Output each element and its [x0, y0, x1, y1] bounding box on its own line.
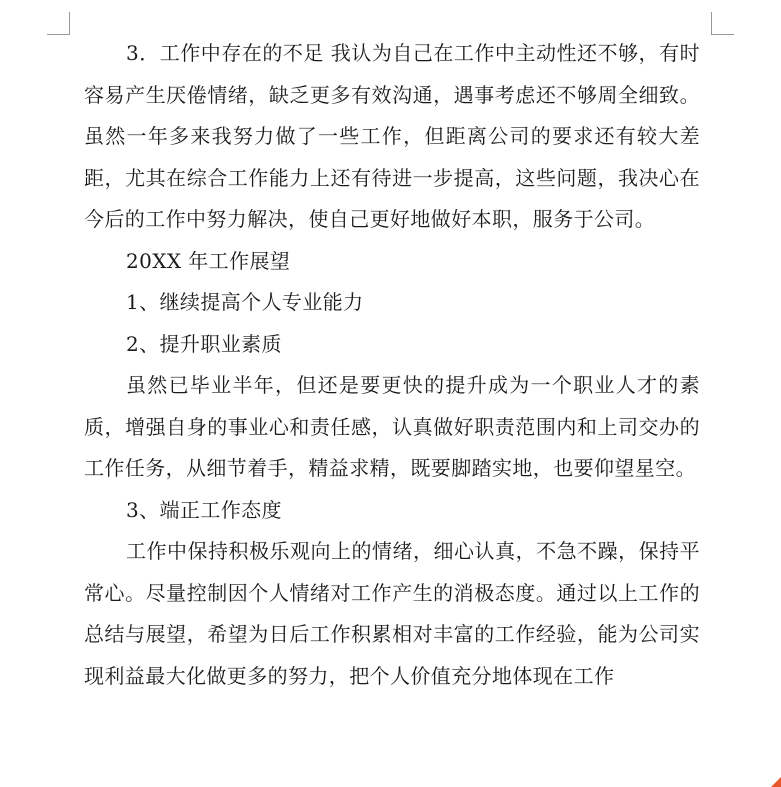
heading-work-outlook: 20XX 年工作展望 — [126, 248, 291, 273]
paragraph-professional-quality: 虽然已毕业半年，但还是要更快的提升成为一个职业人才的素质，增强自身的事业心和责任感，认真做好职责范围内和上司交办的工作任务，从细节着手，精益求精，既要脚踏实地，也要仰望星空。 — [84, 373, 700, 480]
paragraph-shortcomings: 3．工作中存在的不足 我认为自己在工作中主动性还不够，有时容易产生厌倦情绪，缺乏更多有效沟通，遇事考虑还不够周全细致。虽然一年多来我努力做了一些工作，但距离公司的要求还有较大差距，尤其在综合工作能力上还有待进一步提高，这些问题，我决心在今后的工作中努力解决，使自己更好地做好本职，服务于公司。 — [84, 41, 700, 231]
document-body[interactable] — [84, 33, 700, 697]
top-left-margin-mark — [47, 12, 70, 35]
list-item-professional-quality: 2、提升职业素质 — [126, 331, 282, 356]
list-item-work-attitude: 3、端正工作态度 — [126, 497, 282, 522]
list-item-professional-ability: 1、继续提高个人专业能力 — [126, 290, 364, 314]
paragraph-work-attitude: 工作中保持积极乐观向上的情绪，细心认真，不急不躁，保持平常心。尽量控制因个人情绪对工作产生的消极态度。通过以上工作的总结与展望，希望为日后工作积累相对丰富的工作经验，能为公司实现利益最大化做更多的努力，把个人价值充分地体现在工作 — [84, 539, 700, 688]
corner-indicator — [771, 777, 781, 787]
top-right-margin-mark — [711, 12, 734, 35]
